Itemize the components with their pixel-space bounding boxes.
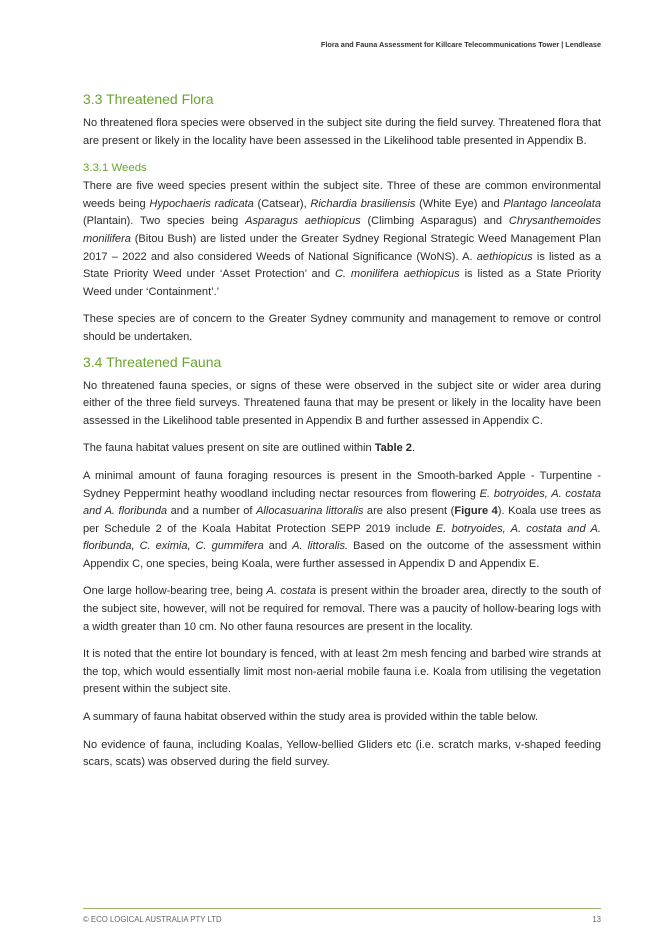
paragraph: No threatened flora species were observed in the subject site during the field survey. Threatened flora that are present or likely in the locality have been assessed in the Likelihood table presented in Appendix B. — [83, 117, 601, 147]
page-number: 13 — [592, 915, 601, 924]
paragraph-table-ref: The fauna habitat values present on site are outlined within Table 2. — [83, 442, 416, 455]
section-heading-threatened-fauna: 3.4 Threatened Fauna — [83, 353, 222, 370]
paragraph: These species are of concern to the Greater Sydney community and management to remove or control should be undertaken. — [83, 313, 601, 343]
page-body — [83, 90, 601, 782]
paragraph: No evidence of fauna, including Koalas, Yellow-bellied Gliders etc (i.e. scratch marks, v-shaped feeding scars, scats) was observed during the field survey. — [83, 738, 601, 769]
paragraph: It is noted that the entire lot boundary is fenced, with at least 2m mesh fencing and barbed wire strands at the top, which would essentially limit most non-aerial mobile fauna i.e. Koala from utilising the vegetation present within the subject site. — [83, 648, 601, 696]
paragraph: A summary of fauna habitat observed within the study area is provided within the table below. — [83, 711, 539, 724]
figure-4-reference: Figure 4 — [454, 505, 498, 518]
section-heading-threatened-flora: 3.3 Threatened Flora — [83, 91, 214, 107]
paragraph-hollow: One large hollow-bearing tree, being A. costata is present within the broader area, directly to the south of the subject site, however, will not be required for removal. There was a paucity of hollow-bearing logs with a width greater than 10 cm. No other fauna resources are present in the locality. — [83, 585, 601, 633]
paragraph-weeds: There are five weed species present within the subject site. Three of these are common environmental weeds being Hypochaeris radicata (Catsear), Richardia brasiliensis (White Eye) and Plantago lanceolata (Plantain). Two species being Asparagus aethiopicus (Climbing Asparagus) and Chrysanthemoides monilifera (Bitou Bush) are listed under the Greater Sydney Regional Strategic Weed Management Plan 2017 – 2022 and also considered Weeds of National Significance (WoNS). A. aethiopicus is listed as a State Priority Weed under ‘Asset Protection’ and C. monilifera aethiopicus is listed as a State Priority Weed under ‘Containment’.’ — [83, 180, 602, 298]
subsection-heading-weeds: 3.3.1 Weeds — [83, 162, 147, 175]
paragraph: No threatened fauna species, or signs of these were observed in the subject site or wider area during either of the three field surveys. Threatened fauna that may be present or likely in the locality have been assessed in the Likelihood table presented in Appendix B and further assessed in Appendix C. — [83, 379, 601, 427]
running-header: Flora and Fauna Assessment for Killcare Telecommunications Tower | Lendlease — [320, 40, 601, 49]
table-2-reference: Table 2 — [374, 442, 412, 455]
page-footer — [83, 908, 601, 924]
paragraph-foraging: A minimal amount of fauna foraging resources is present in the Smooth-barked Apple - Turpentine - Sydney Peppermint heathy woodland including nectar resources from flowering E. botryoides, A. costata and A. floribunda and a number of Allocasuarina littoralis are also present (Figure 4). Koala use trees as per Schedule 2 of the Koala Habitat Protection SEPP 2019 include E. botryoides, A. costata and A. floribunda, C. eximia, C. gummifera and A. littoralis. Based on the outcome of the assessment within Appendix C, one species, being Koala, were further assessed in Appendix D and Appendix E. — [83, 469, 602, 570]
footer-copyright: © ECO LOGICAL AUSTRALIA PTY LTD — [83, 915, 222, 924]
